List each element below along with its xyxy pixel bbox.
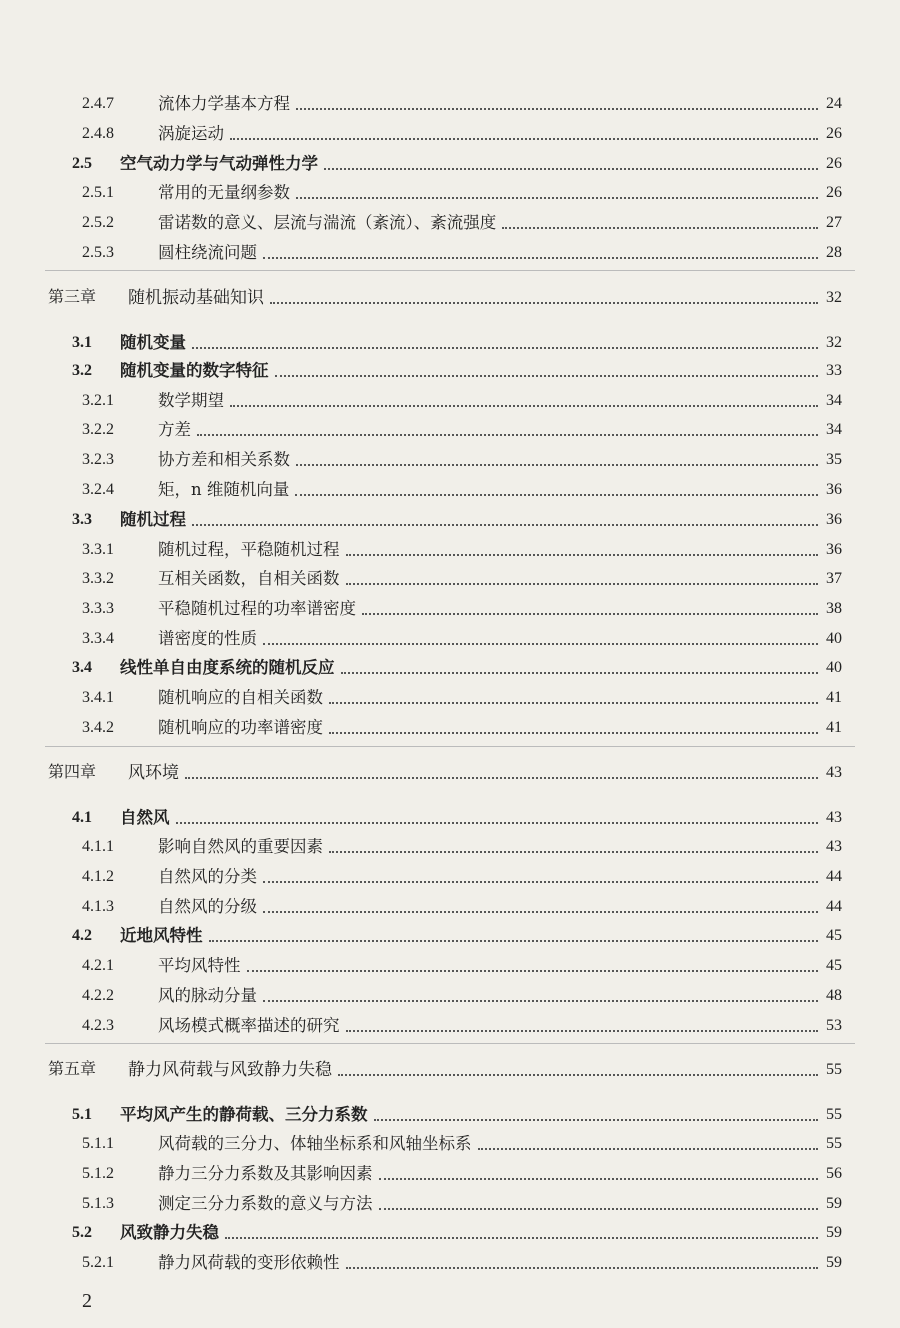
toc-entry-number: 4.2.1 (82, 957, 114, 974)
toc-entry-number: 2.4.7 (82, 95, 114, 112)
toc-leader-dots (502, 227, 818, 229)
toc-leader-dots (185, 777, 818, 779)
toc-entry[interactable] (0, 981, 900, 1011)
toc-entry[interactable] (0, 445, 900, 475)
toc-entry-number: 2.5.3 (82, 244, 114, 261)
toc-entry-page: 55 (822, 1100, 842, 1130)
toc-entry-number: 第三章 (48, 289, 97, 306)
toc-entry-number: 3.4.2 (82, 719, 114, 736)
toc-entry-page: 26 (822, 149, 842, 179)
toc-leader-dots (247, 970, 818, 972)
toc-entry-title: 雷诺数的意义、层流与湍流（紊流）、紊流强度 (158, 208, 502, 238)
toc-entry-page: 41 (822, 683, 842, 713)
toc-leader-dots (296, 197, 818, 199)
toc-entry-title: 数学期望 (158, 386, 230, 416)
toc-entry-title: 平稳随机过程的功率谱密度 (158, 594, 362, 624)
toc-entry-title: 风场模式概率描述的研究 (158, 1011, 346, 1041)
toc-leader-dots (346, 1267, 818, 1269)
toc-entry[interactable] (0, 1248, 900, 1278)
toc-leader-dots (329, 851, 818, 853)
toc-leader-dots (379, 1178, 818, 1180)
toc-leader-dots (263, 257, 818, 259)
toc-leader-dots (296, 464, 818, 466)
toc-entry[interactable] (0, 415, 900, 445)
toc-entry-title: 静力风荷载的变形依赖性 (158, 1248, 346, 1278)
toc-entry-title: 自然风 (120, 803, 176, 833)
toc-entry-number: 3.2.1 (82, 392, 114, 409)
toc-entry-page: 56 (822, 1159, 842, 1189)
toc-entry[interactable] (0, 921, 900, 951)
toc-entry[interactable] (0, 713, 900, 743)
toc-entry-number: 4.2 (72, 927, 92, 944)
toc-entry[interactable] (0, 1218, 900, 1248)
toc-entry-page: 40 (822, 653, 842, 683)
toc-entry-title: 风的脉动分量 (158, 981, 263, 1011)
toc-entry[interactable] (0, 1011, 900, 1041)
toc-leader-dots (329, 702, 818, 704)
toc-entry-page: 35 (822, 445, 842, 475)
toc-entry-title: 矩，n 维随机向量 (158, 475, 295, 505)
toc-entry[interactable] (0, 564, 900, 594)
toc-entry-title: 近地风特性 (120, 921, 209, 951)
toc-entry[interactable] (0, 758, 900, 788)
toc-leader-dots (192, 347, 818, 349)
toc-entry[interactable] (0, 178, 900, 208)
toc-entry-number: 2.5.2 (82, 214, 114, 231)
toc-entry-title: 随机过程 (120, 505, 192, 535)
chapter-divider (45, 746, 855, 747)
toc-entry-title: 随机响应的功率谱密度 (158, 713, 329, 743)
toc-entry-number: 5.1 (72, 1106, 92, 1123)
toc-leader-dots (209, 940, 818, 942)
toc-entry[interactable] (0, 149, 900, 179)
toc-leader-dots (197, 434, 818, 436)
toc-entry-title: 随机变量的数字特征 (120, 356, 275, 386)
toc-entry-page: 27 (822, 208, 842, 238)
toc-entry-title: 涡旋运动 (158, 119, 230, 149)
toc-entry-number: 3.3.4 (82, 630, 114, 647)
toc-entry[interactable] (0, 1189, 900, 1219)
toc-leader-dots (346, 583, 818, 585)
toc-entry-page: 43 (822, 803, 842, 833)
toc-entry-number: 第四章 (48, 764, 97, 781)
toc-leader-dots (478, 1148, 818, 1150)
toc-entry-page: 40 (822, 624, 842, 654)
toc-entry-title: 平均风特性 (158, 951, 247, 981)
toc-entry-title: 风致静力失稳 (120, 1218, 225, 1248)
toc-entry-title: 协方差和相关系数 (158, 445, 296, 475)
toc-entry[interactable] (0, 238, 900, 268)
toc-entry-number: 3.3.2 (82, 570, 114, 587)
toc-entry-page: 45 (822, 951, 842, 981)
toc-entry-title: 常用的无量纲参数 (158, 178, 296, 208)
toc-entry-page: 53 (822, 1011, 842, 1041)
toc-leader-dots (379, 1208, 818, 1210)
toc-entry[interactable] (0, 328, 900, 358)
toc-entry-page: 32 (822, 283, 842, 313)
toc-entry-number: 2.5 (72, 155, 92, 172)
toc-leader-dots (275, 375, 818, 377)
toc-entry-page: 59 (822, 1218, 842, 1248)
toc-entry-page: 33 (822, 356, 842, 386)
toc-entry-title: 影响自然风的重要因素 (158, 832, 329, 862)
toc-entry-title: 空气动力学与气动弹性力学 (120, 149, 324, 179)
toc-entry-number: 5.2.1 (82, 1254, 114, 1271)
toc-entry[interactable] (0, 594, 900, 624)
toc-entry-title: 平均风产生的静荷载、三分力系数 (120, 1100, 374, 1130)
toc-leader-dots (296, 108, 818, 110)
toc-entry-title: 方差 (158, 415, 197, 445)
toc-entry-page: 28 (822, 238, 842, 268)
toc-entry-number: 5.1.1 (82, 1135, 114, 1152)
toc-leader-dots (263, 1000, 818, 1002)
toc-entry-title: 圆柱绕流问题 (158, 238, 263, 268)
toc-leader-dots (341, 672, 818, 674)
toc-entry-page: 36 (822, 535, 842, 565)
toc-entry[interactable] (0, 119, 900, 149)
toc-entry-number: 4.1.2 (82, 868, 114, 885)
toc-entry-title: 测定三分力系数的意义与方法 (158, 1189, 379, 1219)
toc-entry[interactable] (0, 803, 900, 833)
toc-entry-title: 静力风荷载与风致静力失稳 (128, 1055, 338, 1085)
toc-entry-number: 2.5.1 (82, 184, 114, 201)
toc-entry-title: 流体力学基本方程 (158, 89, 296, 119)
toc-entry-page: 34 (822, 386, 842, 416)
toc-entry-title: 静力三分力系数及其影响因素 (158, 1159, 379, 1189)
toc-entry-number: 3.2.2 (82, 421, 114, 438)
toc-entry-title: 谱密度的性质 (158, 624, 263, 654)
toc-entry[interactable] (0, 653, 900, 683)
toc-entry-page: 44 (822, 862, 842, 892)
toc-entry[interactable] (0, 624, 900, 654)
toc-leader-dots (338, 1074, 818, 1076)
toc-entry-page: 32 (822, 328, 842, 358)
toc-entry-page: 26 (822, 119, 842, 149)
toc-entry-number: 4.1 (72, 809, 92, 826)
toc-entry-number: 3.3.1 (82, 541, 114, 558)
toc-entry-title: 随机过程，平稳随机过程 (158, 535, 346, 565)
toc-entry-page: 36 (822, 475, 842, 505)
toc-entry-page: 48 (822, 981, 842, 1011)
toc-entry-title: 自然风的分级 (158, 892, 263, 922)
toc-entry[interactable] (0, 892, 900, 922)
toc-entry[interactable] (0, 356, 900, 386)
toc-entry[interactable] (0, 475, 900, 505)
toc-entry-title: 风荷载的三分力、体轴坐标系和风轴坐标系 (158, 1129, 478, 1159)
toc-leader-dots (324, 168, 818, 170)
toc-leader-dots (346, 554, 818, 556)
toc-entry[interactable] (0, 951, 900, 981)
toc-leader-dots (192, 524, 818, 526)
toc-entry-number: 5.1.2 (82, 1165, 114, 1182)
toc-leader-dots (263, 911, 818, 913)
toc-entry-page: 26 (822, 178, 842, 208)
toc-entry[interactable] (0, 683, 900, 713)
toc-entry-page: 55 (822, 1129, 842, 1159)
toc-entry[interactable] (0, 386, 900, 416)
toc-entry[interactable] (0, 1159, 900, 1189)
toc-leader-dots (374, 1119, 818, 1121)
toc-entry-page: 24 (822, 89, 842, 119)
toc-entry-page: 41 (822, 713, 842, 743)
toc-entry-page: 55 (822, 1055, 842, 1085)
toc-leader-dots (295, 494, 818, 496)
toc-entry-number: 5.2 (72, 1224, 92, 1241)
toc-entry-number: 5.1.3 (82, 1195, 114, 1212)
toc-entry-page: 43 (822, 758, 842, 788)
toc-entry-number: 3.2.3 (82, 451, 114, 468)
toc-leader-dots (230, 405, 818, 407)
toc-entry-number: 4.2.3 (82, 1017, 114, 1034)
chapter-divider (45, 270, 855, 271)
toc-entry-number: 3.2.4 (82, 481, 114, 498)
toc-entry-number: 2.4.8 (82, 125, 114, 142)
toc-leader-dots (270, 302, 818, 304)
toc-entry-page: 59 (822, 1189, 842, 1219)
toc-entry-number: 第五章 (48, 1061, 97, 1078)
toc-leader-dots (329, 732, 818, 734)
chapter-divider (45, 1043, 855, 1044)
toc-entry-page: 38 (822, 594, 842, 624)
toc-entry-page: 37 (822, 564, 842, 594)
toc-entry-number: 3.1 (72, 334, 92, 351)
toc-entry-page: 36 (822, 505, 842, 535)
toc-leader-dots (362, 613, 818, 615)
toc-entry[interactable] (0, 208, 900, 238)
toc-entry-page: 34 (822, 415, 842, 445)
page-number: 2 (82, 1290, 92, 1312)
toc-entry-number: 4.1.3 (82, 898, 114, 915)
toc-entry-number: 3.4.1 (82, 689, 114, 706)
toc-entry[interactable] (0, 1100, 900, 1130)
toc-entry-title: 自然风的分类 (158, 862, 263, 892)
toc-entry-title: 随机变量 (120, 328, 192, 358)
toc-leader-dots (263, 881, 818, 883)
toc-leader-dots (176, 822, 818, 824)
toc-entry[interactable] (0, 505, 900, 535)
toc-entry-title: 线性单自由度系统的随机反应 (120, 653, 341, 683)
toc-entry-number: 3.3 (72, 511, 92, 528)
toc-entry-title: 互相关函数，自相关函数 (158, 564, 346, 594)
toc-leader-dots (263, 643, 818, 645)
toc-entry-number: 3.2 (72, 362, 92, 379)
toc-entry-page: 44 (822, 892, 842, 922)
toc-entry[interactable] (0, 1055, 900, 1085)
toc-entry-title: 风环境 (128, 758, 185, 788)
toc-entry-number: 3.3.3 (82, 600, 114, 617)
toc-entry-title: 随机振动基础知识 (128, 283, 270, 313)
toc-entry[interactable] (0, 283, 900, 313)
toc-entry-number: 4.1.1 (82, 838, 114, 855)
toc-entry[interactable] (0, 1129, 900, 1159)
toc-entry-title: 随机响应的自相关函数 (158, 683, 329, 713)
toc-leader-dots (225, 1237, 818, 1239)
toc-entry[interactable] (0, 535, 900, 565)
toc-entry-number: 4.2.2 (82, 987, 114, 1004)
toc-leader-dots (230, 138, 818, 140)
toc-entry-page: 59 (822, 1248, 842, 1278)
toc-entry[interactable] (0, 89, 900, 119)
toc-entry-number: 3.4 (72, 659, 92, 676)
toc-entry[interactable] (0, 862, 900, 892)
toc-entry[interactable] (0, 832, 900, 862)
toc-entry-page: 45 (822, 921, 842, 951)
toc-leader-dots (346, 1030, 818, 1032)
toc-entry-page: 43 (822, 832, 842, 862)
